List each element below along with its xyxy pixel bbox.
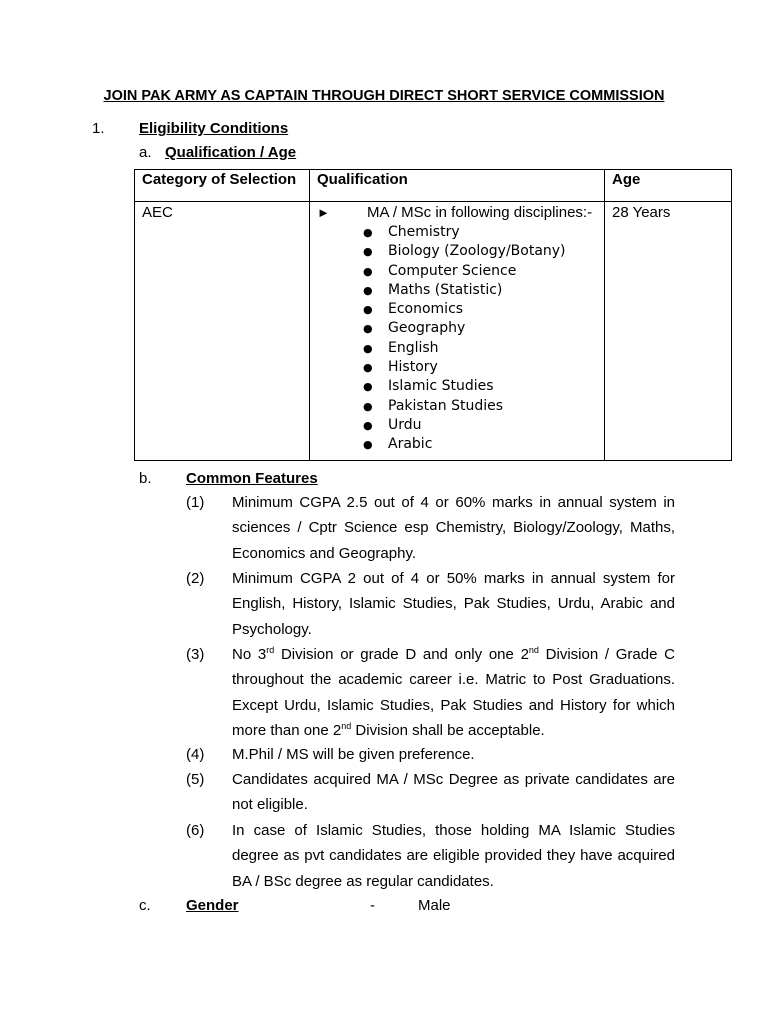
discipline-label: English — [388, 339, 439, 356]
feature-text-part: Division / Grade C throughout the academic career i.e. Matric to Post Graduations. Except Urdu, Islamic Studies, Pak Studies and History for which more than one 2 — [232, 646, 675, 739]
section-heading: Eligibility Conditions — [139, 120, 289, 137]
discipline-label: Chemistry — [388, 224, 460, 240]
feature-number: (5) — [186, 771, 205, 788]
feature-text: Minimum CGPA 2 out of 4 or 50% marks in annual system for English, History, Islamic Studies, Pak Studies, Urdu, Arabic and Psychology. — [232, 570, 675, 638]
feature-number: (1) — [186, 494, 205, 511]
list-item — [317, 339, 597, 358]
discipline-list — [317, 223, 597, 455]
feature-text: Minimum CGPA 2.5 out of 4 or 60% marks in annual system in sciences / Cptr Science esp Chemistry, Biology/Zoology, Maths, Economics and Geography. — [232, 494, 675, 562]
qualification-intro-line — [317, 204, 597, 222]
discipline-label: Arabic — [388, 436, 433, 453]
sub-c-letter: c. — [139, 897, 151, 914]
list-item — [317, 319, 597, 338]
feature-number: (6) — [186, 822, 205, 839]
header-qualification: Qualification — [310, 170, 605, 202]
discipline-label: Maths (Statistic) — [388, 281, 503, 298]
feature-text: In case of Islamic Studies, those holding MA Islamic Studies degree as pvt candidates are eligible provided they have acquired BA / BSc degree as regular candidates. — [232, 822, 675, 890]
bullet-icon: ● — [363, 322, 373, 336]
bullet-icon: ● — [363, 283, 373, 297]
discipline-label: Geography — [388, 320, 466, 337]
table-row — [135, 202, 732, 461]
superscript: nd — [528, 645, 539, 655]
feature-number: (2) — [186, 570, 205, 587]
superscript: rd — [266, 645, 275, 655]
feature-number: (3) — [186, 646, 205, 663]
bullet-icon: ● — [363, 380, 373, 394]
discipline-label: Economics — [388, 301, 464, 318]
bullet-icon: ● — [363, 361, 373, 375]
sub-b-heading: Common Features — [186, 470, 318, 487]
table-header-row — [135, 170, 732, 202]
list-item — [317, 262, 597, 281]
qualification-table — [134, 169, 732, 461]
feature-text: Candidates acquired MA / MSc Degree as private candidates are not eligible. — [232, 771, 675, 814]
discipline-label: Islamic Studies — [388, 378, 494, 395]
page-title: JOIN PAK ARMY AS CAPTAIN THROUGH DIRECT SHORT SERVICE COMMISSION — [103, 88, 665, 104]
feature-text-part: Division shall be acceptable. — [351, 721, 545, 739]
list-item — [317, 358, 597, 377]
feature-text — [232, 642, 675, 743]
bullet-icon: ● — [363, 341, 373, 355]
arrow-icon: ► — [317, 205, 330, 220]
sub-a-letter: a. — [139, 144, 152, 161]
bullet-icon: ● — [363, 245, 373, 259]
header-category: Category of Selection — [135, 170, 310, 202]
header-age: Age — [605, 170, 732, 202]
sub-c-heading: Gender — [186, 897, 239, 914]
discipline-label: Pakistan Studies — [388, 397, 504, 414]
list-item — [317, 435, 597, 454]
feature-text-part: Division or grade D and only one 2 — [274, 646, 529, 663]
list-item — [317, 377, 597, 396]
list-item — [317, 300, 597, 319]
feature-text: M.Phil / MS will be given preference. — [232, 746, 475, 763]
list-item — [317, 416, 597, 435]
discipline-label: Computer Science — [388, 262, 517, 279]
bullet-icon: ● — [363, 438, 373, 452]
sub-b-letter: b. — [139, 470, 152, 487]
list-item — [317, 397, 597, 416]
superscript: nd — [341, 720, 352, 731]
bullet-icon: ● — [363, 303, 373, 317]
sub-a-heading: Qualification / Age — [165, 144, 297, 161]
feature-number: (4) — [186, 746, 205, 763]
bullet-icon: ● — [363, 264, 373, 278]
bullet-icon: ● — [363, 399, 373, 413]
discipline-label: Urdu — [388, 416, 422, 433]
qualification-intro: MA / MSc in following disciplines:- — [367, 204, 593, 221]
cell-qualification — [310, 202, 605, 461]
section-number: 1. — [92, 120, 105, 137]
gender-dash: - — [370, 897, 375, 914]
list-item — [317, 242, 597, 261]
discipline-label: Biology (Zoology/Botany) — [388, 243, 566, 260]
discipline-label: History — [388, 359, 438, 376]
list-item — [317, 281, 597, 300]
bullet-icon: ● — [363, 226, 373, 239]
cell-category: AEC — [135, 202, 310, 461]
cell-age: 28 Years — [605, 202, 732, 461]
bullet-icon: ● — [363, 418, 373, 432]
gender-value: Male — [418, 897, 451, 914]
list-item — [317, 223, 597, 242]
feature-text-part: No 3 — [232, 646, 267, 663]
